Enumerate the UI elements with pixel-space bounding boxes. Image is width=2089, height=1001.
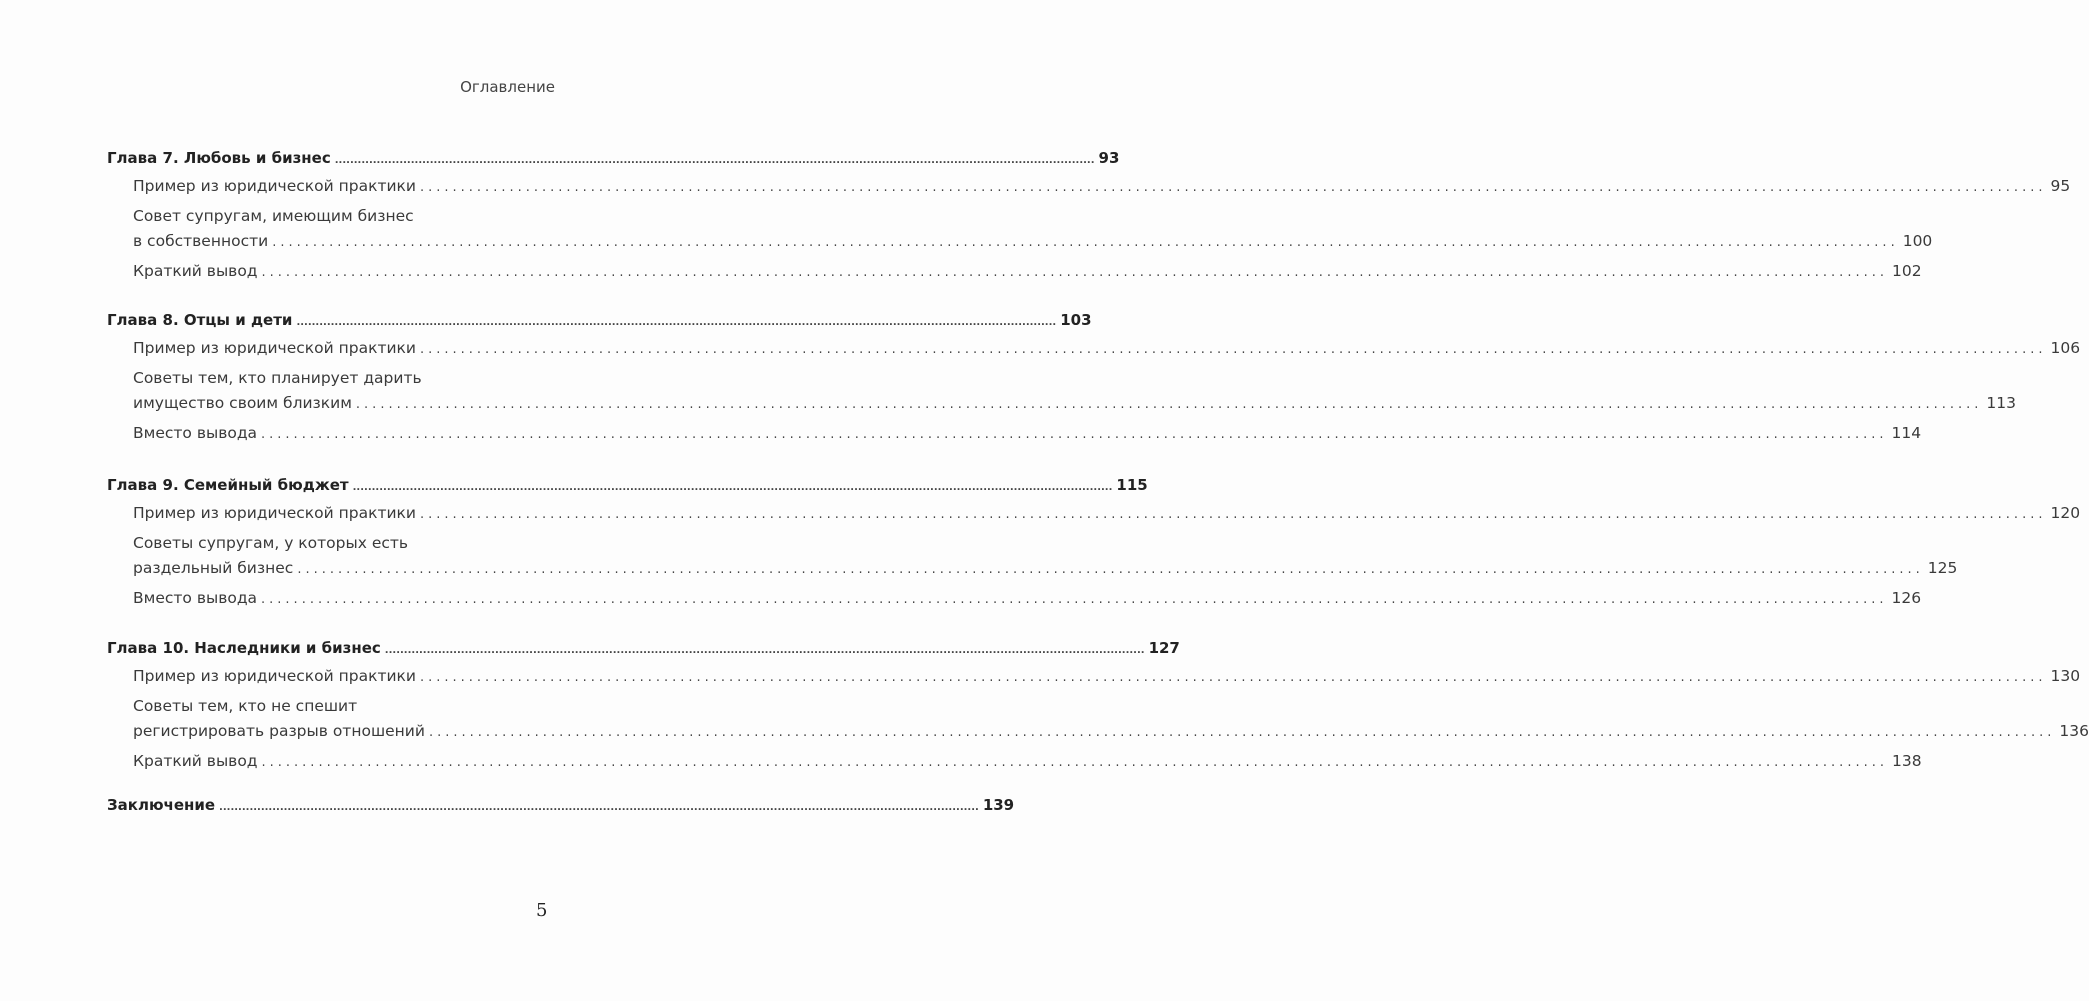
toc-section-entry[interactable] [133,750,1922,772]
toc-conclusion-entry[interactable] [107,794,1015,816]
toc-section-entry[interactable] [133,557,1958,579]
entry-title: Глава 10. Наследники и бизнес [107,639,381,657]
entry-page: 127 [1148,639,1180,657]
toc-chapter-entry[interactable] [107,474,1148,496]
toc-section-entry[interactable] [133,665,2081,687]
entry-page: 139 [982,796,1015,814]
entry-page: 115 [1116,476,1148,494]
leader-dots: ........................................................................................................................................................................................................ [334,155,1095,166]
leader-dots: ........................................................................................................................................................................................................ [296,317,1057,328]
leader-dots: ........................................................................................................................................................................................................ [261,755,1888,770]
entry-title: имущество своим близким [133,394,352,412]
entry-page: 100 [1902,232,1933,250]
toc-section-entry[interactable] [133,337,2081,359]
leader-dots: ........................................................................................................................................................................................................ [355,397,1983,412]
leader-dots: ........................................................................................................................................................................................................ [297,562,1924,577]
entry-title: Краткий вывод [133,752,258,770]
leader-dots: ........................................................................................................................................................................................................ [261,427,1888,442]
toc-section-entry[interactable] [133,230,1933,252]
entry-title: регистрировать разрыв отношений [133,722,425,740]
entry-title: Глава 8. Отцы и дети [107,311,293,329]
toc-chapter-entry[interactable] [107,309,1092,331]
entry-title: Вместо вывода [133,589,258,607]
toc-section-entry[interactable] [133,422,1922,444]
entry-title: Краткий вывод [133,262,258,280]
entry-page: 95 [2050,177,2071,195]
running-header: Оглавление [460,78,555,96]
leader-dots: ........................................................................................................................................................................................................ [420,180,2047,195]
entry-title-line[interactable]: Советы тем, кто не спешит [133,697,358,715]
toc-section-entry[interactable] [133,720,2089,742]
entry-title: Глава 7. Любовь и бизнес [107,149,331,167]
entry-page: 120 [2050,504,2081,522]
leader-dots: ........................................................................................................................................................................................................ [352,482,1113,493]
toc-chapter-entry[interactable] [107,637,1180,659]
entry-title-line[interactable]: Советы тем, кто планирует дарить [133,369,422,387]
entry-page: 126 [1891,589,1922,607]
leader-dots: ........................................................................................................................................................................................................ [420,342,2047,357]
entry-title: Глава 9. Семейный бюджет [107,476,349,494]
entry-page: 106 [2050,339,2081,357]
entry-page: 103 [1060,311,1092,329]
entry-page: 114 [1891,424,1922,442]
page-number: 5 [536,900,548,921]
toc-section-entry[interactable] [133,587,1922,609]
entry-title: раздельный бизнес [133,559,294,577]
entry-page: 125 [1927,559,1958,577]
entry-page: 138 [1891,752,1922,770]
entry-title: в собственности [133,232,269,250]
leader-dots: ........................................................................................................................................................................................................ [428,725,2056,740]
entry-page: 102 [1891,262,1922,280]
toc-section-entry[interactable] [133,260,1922,282]
entry-page: 130 [2050,667,2081,685]
leader-dots: ........................................................................................................................................................................................................ [384,645,1145,656]
entry-page: 93 [1098,149,1120,167]
leader-dots: ........................................................................................................................................................................................................ [261,265,1888,280]
toc-section-entry[interactable] [133,392,2016,414]
entry-title: Вместо вывода [133,424,258,442]
entry-title-line[interactable]: Совет супругам, имеющим бизнес [133,207,414,225]
entry-page: 113 [1986,394,2016,412]
entry-title-line[interactable]: Советы супругам, у которых есть [133,534,409,552]
toc-chapter-entry[interactable] [107,147,1120,169]
leader-dots: ........................................................................................................................................................................................................ [261,592,1888,607]
entry-title: Заключение [107,796,216,814]
entry-title: Пример из юридической практики [133,339,416,357]
entry-title: Пример из юридической практики [133,667,416,685]
entry-title: Пример из юридической практики [133,177,416,195]
leader-dots: ........................................................................................................................................................................................................ [272,235,1899,250]
entry-title: Пример из юридической практики [133,504,416,522]
entry-page: 136 [2059,722,2089,740]
leader-dots: ........................................................................................................................................................................................................ [219,802,979,813]
toc-section-entry[interactable] [133,502,2081,524]
toc-section-entry[interactable] [133,175,2071,197]
leader-dots: ........................................................................................................................................................................................................ [420,670,2047,685]
leader-dots: ........................................................................................................................................................................................................ [420,507,2047,522]
